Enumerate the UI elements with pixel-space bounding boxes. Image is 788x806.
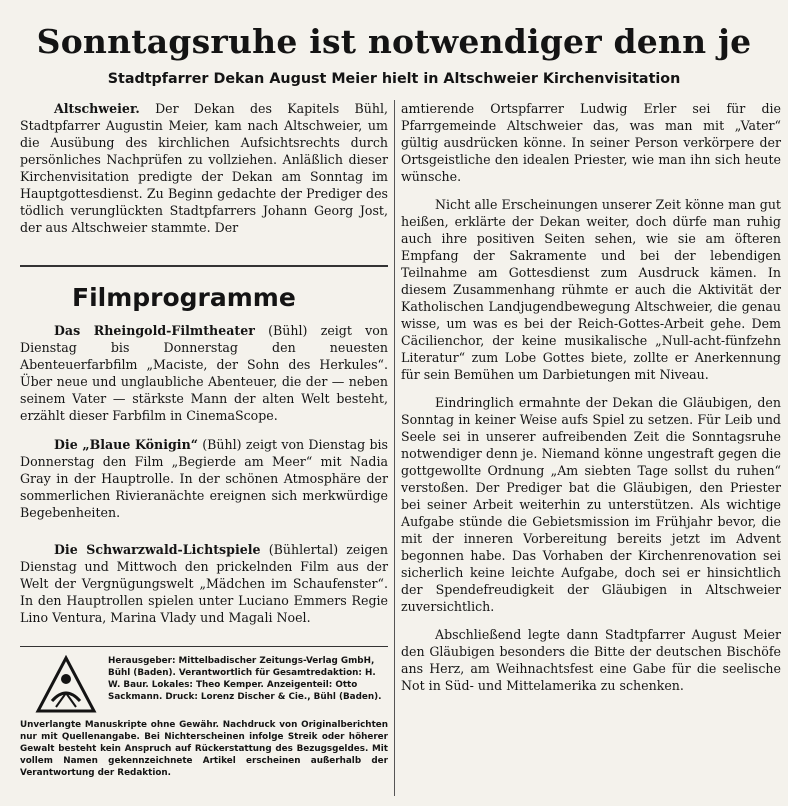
section-rule-top [20,265,388,267]
section-rule-bottom [20,646,388,647]
article-paragraph-1: amtierende Ortspfarrer Ludwig Erler sei für die Pfarrgemeinde Altschweier das, was man mit „Vater“ gültig ausdrücken könne. In seiner Person verkörpere der Ortsgeistliche den idealen Priester, wie man ihn sich heute wünsche. [401,101,781,184]
film-item-rheingold [20,322,388,424]
imprint-disclaimer: Unverlangte Manuskripte ohne Gewähr. Nachdruck von Originalberichten nur mit Quellenangabe. Bei Nichterscheinen infolge Streik oder höherer Gewalt besteht kein Anspruch auf Rückerstattung des Bezugsgeldes. Mit vollem Namen gekennzeichnete Artikel erscheinen außerhalb der Verantwortung der Redaktion. [20,720,388,778]
film-item-lead: Die Schwarzwald-Lichtspiele [54,542,261,557]
article-paragraph-2: Nicht alle Erscheinungen unserer Zeit könne man gut heißen, erklärte der Dekan weiter, doch dürfe man ruhig auch ihre positiven Seiten sehen, wie sie am öfteren Empfang der Sakramente und bei der lebendigen Teilnahme am Gottesdienst zum Ausdruck kämen. In diesem Zusammenhang rühmte er auch die Aktivität der Katholischen Landjugendbewegung Altschweier, die genau wisse, um was es bei der Reich-Gottes-Arbeit gehe. Dem Cäcilienchor, der keine musikalische „Null-acht-fünfzehn Literatur“ zum Lobe Gottes biete, zollte er Anerkennung für sein Bemühen um Darbietungen mit Niveau. [401,197,781,382]
article-paragraph-intro-text: Der Dekan des Kapitels Bühl, Stadtpfarrer Augustin Meier, kam nach Altschweier, um die Ausübung des kirchlichen Aufsichtsrechts durch persönliches Nachprüfen zu vollziehen. Anläßlich dieser Kirchenvisitation predigte der Dekan am Sonntag im Hauptgottesdienst. Zu Beginn gedachte der Prediger des tödlich verunglückten Stadtpfarrers Johann Georg Jost, der aus Altschweier stammte. Der [20,101,388,235]
article-paragraph-4: Abschließend legte dann Stadtpfarrer August Meier den Gläubigen besonders die Bitte der deutschen Bischöfe ans Herz, am Weihnachtsfest eine Gabe für die seelische Not in Süd- und Mittelamerika zu schenken. [401,627,781,693]
film-section-title: Filmprogramme [72,283,296,312]
film-item-schwarzwald [20,541,388,626]
publisher-logo-icon [34,655,98,715]
film-item-blaue-koenigin [20,436,388,521]
dateline: Altschweier. [54,101,140,116]
film-item-lead: Das Rheingold-Filmtheater [54,323,255,338]
article-paragraph-intro [20,100,388,236]
film-item-text: (Bühlertal) zeigen Dienstag und Mittwoch den prickelnden Film aus der Welt der Vergnügungswelt „Mädchen im Schaufenster“. In den Hauptrollen spielen unter Luciano Emmers Regie Lino Ventura, Marina Vlady und Magali Noel. [20,542,388,625]
film-item-text: (Bühl) zeigt von Dienstag bis Donnerstag den neuesten Abenteuerfarbfilm „Maciste, der Sohn des Herkules“. Über neue und unglaubliche Abenteuer, die der — neben seinem Vater — stärkste Mann der alten Welt besteht, erzählt dieser Farbfilm in CinemaScope. [20,323,388,423]
article-paragraph-3: Eindringlich ermahnte der Dekan die Gläubigen, den Sonntag in keiner Weise aufs Spiel zu setzen. Für Leib und Seele sei in unserer aufreibenden Zeit die Sonntagsruhe notwendiger denn je. Niemand könne ungestraft gegen die gottgewollte Ordnung „Am siebten Tage sollst du ruhen“ verstoßen. Der Prediger bat die Gläubigen, den Priester bei seiner Arbeit weiterhin zu unterstützen. Als wichtige Aufgabe stünde die Gebietsmission im Frühjahr bevor, die mit der inneren Vorbereitung bereits jetzt im Advent begonnen habe. Das Vorhaben der Kirchenrenovation sei sicherlich keine leichte Aufgabe, doch sei er hinsichtlich der Spendefreudigkeit der Gläubigen in Altschweier zuversichtlich. [401,395,781,614]
article-left-column [20,100,388,236]
column-divider [394,100,395,796]
article-headline: Sonntagsruhe ist notwendiger denn je [36,22,752,61]
film-item-lead: Die „Blaue Königin“ [54,437,198,452]
article-right-column [401,100,781,694]
film-item-text: (Bühl) zeigt von Dienstag bis Donnerstag den Film „Begierde am Meer“ mit Nadia Gray in der Hauptrolle. In der schönen Atmosphäre der sommerlichen Rivieranächte ereignen sich merkwürdige Begebenheiten. [20,437,388,520]
article-subheadline: Stadtpfarrer Dekan August Meier hielt in Altschweier Kirchenvisitation [107,71,681,87]
imprint-publisher: Herausgeber: Mittelbadischer Zeitungs-Verlag GmbH, Bühl (Baden). Verantwortlich für Gesamtredaktion: H. W. Baur. Lokales: Theo Kemper. Anzeigenteil: Otto Sackmann. Druck: Lorenz Discher & Cie., Bühl (Baden). [108,656,382,702]
